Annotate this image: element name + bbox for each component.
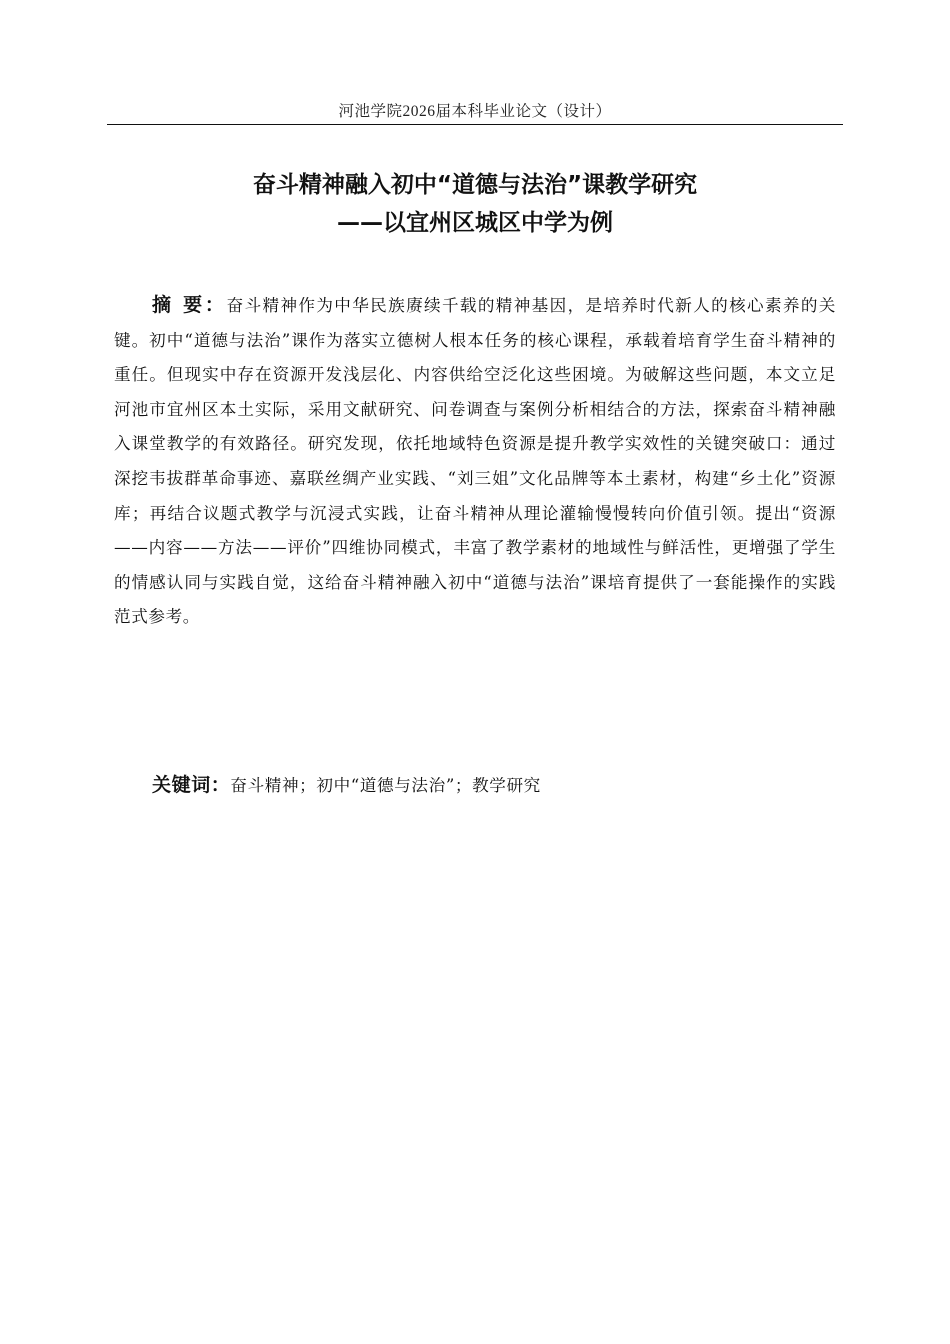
abstract-label: 摘 要： [152, 294, 227, 316]
keywords-label: 关键词： [152, 774, 231, 796]
running-header: 河池学院2026届本科毕业论文（设计） [338, 103, 612, 120]
paper-title-block [107, 166, 843, 242]
keywords-line [152, 770, 842, 801]
paper-title: 奋斗精神融入初中“道德与法治”课教学研究 [252, 172, 698, 198]
keywords-text: 奋斗精神；初中“道德与法治”；教学研究 [230, 776, 541, 795]
abstract-text: 奋斗精神作为中华民族赓续千载的精神基因，是培养时代新人的核心素养的关键。初中“道德与法治”课作为落实立德树人根本任务的核心课程，承载着培育学生奋斗精神的重任。但现实中存在资源开发浅层化、内容供给空泛化这些困境。为破解这些问题，本文立足河池市宜州区本土实际，采用文献研究、问卷调查与案例分析相结合的方法，探索奋斗精神融入课堂教学的有效路径。研究发现，依托地域特色资源是提升教学实效性的关键突破口：通过深挖韦拔群革命事迹、嘉联丝绸产业实践、“刘三姐”文化品牌等本土素材，构建“乡土化”资源库；再结合议题式教学与沉浸式实践，让奋斗精神从理论灌输慢慢转向价值引领。提出“资源——内容——方法——评价”四维协同模式，丰富了教学素材的地域性与鲜活性，更增强了学生的情感认同与实践自觉，这给奋斗精神融入初中“道德与法治”课培育提供了一套能操作的实践范式参考。 [114, 296, 836, 627]
paper-subtitle: ——以宜州区城区中学为例 [337, 210, 613, 236]
header-rule [107, 124, 843, 125]
abstract-paragraph [114, 288, 836, 635]
